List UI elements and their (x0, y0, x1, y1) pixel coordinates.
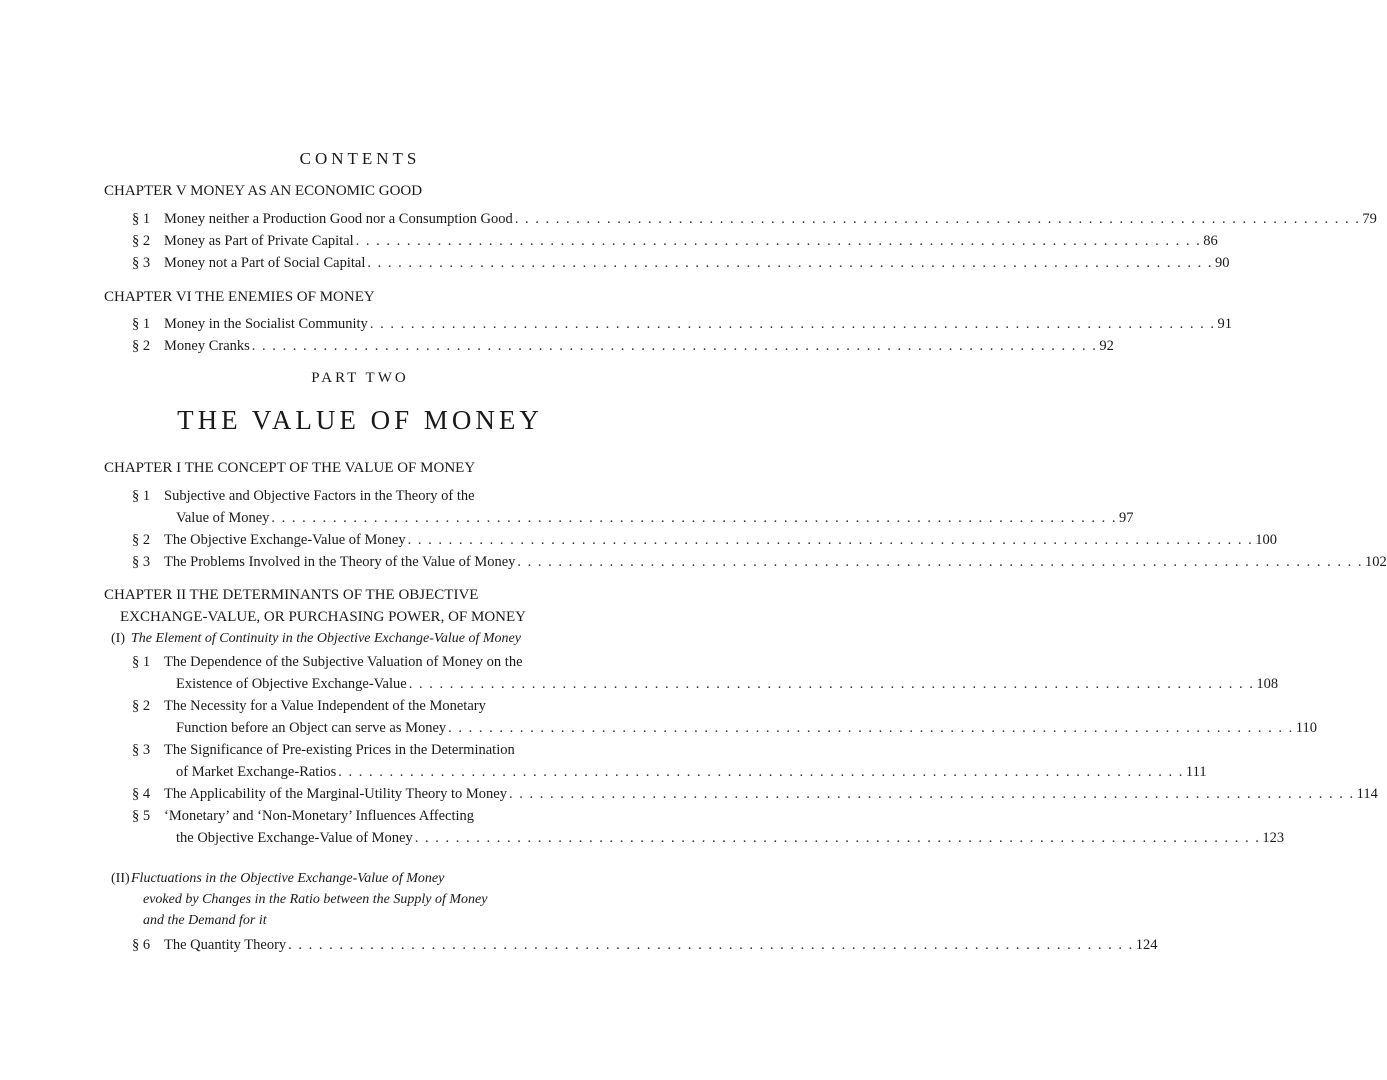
section-number: § 2 (132, 698, 151, 714)
section-title: Money not a Part of Social Capital (164, 255, 366, 271)
dot-leader: . . . . . . . . . . . . . . . . . . . . . . . . . . . . . . . . . . . . . . . . . . . . . . . . . . . . . . . . . . . . . . . . . . . . . . . . . . . . . . . . . . . (508, 786, 1355, 802)
subdivision-title-line: evoked by Changes in the Ratio between the Supply of Money (143, 892, 488, 907)
section-title: The Applicability of the Marginal-Utility Theory to Money (164, 786, 507, 802)
toc-entry-continuation[interactable] (104, 718, 1318, 738)
book-title: THE VALUE OF MONEY (177, 405, 543, 435)
page-number: 102 (1365, 554, 1387, 570)
section-number: § 1 (132, 488, 151, 504)
subdivision-heading (111, 631, 521, 647)
section-title: Money in the Socialist Community (164, 316, 368, 332)
toc-entry-continuation[interactable] (104, 674, 1279, 694)
section-number: § 1 (132, 654, 151, 670)
dot-leader: . . . . . . . . . . . . . . . . . . . . . . . . . . . . . . . . . . . . . . . . . . . . . . . . . . . . . . . . . . . . . . . . . . . . . . . . . . . . . . . . . . . (407, 532, 1254, 548)
dot-leader: . . . . . . . . . . . . . . . . . . . . . . . . . . . . . . . . . . . . . . . . . . . . . . . . . . . . . . . . . . . . . . . . . . . . . . . . . . . . . . . . . . . (271, 510, 1118, 526)
dot-leader: . . . . . . . . . . . . . . . . . . . . . . . . . . . . . . . . . . . . . . . . . . . . . . . . . . . . . . . . . . . . . . . . . . . . . . . . . . . . . . . . . . . (448, 720, 1294, 736)
toc-entry-continuation[interactable] (104, 762, 1207, 782)
dot-leader: . . . . . . . . . . . . . . . . . . . . . . . . . . . . . . . . . . . . . . . . . . . . . . . . . . . . . . . . . . . . . . . . . . . . . . . . . . . . . . . . . . . (517, 554, 1364, 570)
dot-leader: . . . . . . . . . . . . . . . . . . . . . . . . . . . . . . . . . . . . . . . . . . . . . . . . . . . . . . . . . . . . . . . . . . . . . . . . . . . . . . . . . . . (408, 676, 1255, 692)
chapter-title: CHAPTER I THE CONCEPT OF THE VALUE OF MONEY (104, 460, 476, 476)
section-number: § 2 (132, 532, 151, 548)
dot-leader: . . . . . . . . . . . . . . . . . . . . . . . . . . . . . . . . . . . . . . . . . . . . . . . . . . . . . . . . . . . . . . . . . . . . . . . . . . . . . . . . . . . (514, 211, 1361, 227)
subdivision-number: (I) (111, 631, 125, 646)
subdivision-heading (111, 871, 445, 887)
section-title: Money as Part of Private Capital (164, 233, 354, 249)
toc-entry[interactable] (104, 209, 1377, 229)
section-number: § 1 (132, 211, 151, 227)
page-number: 79 (1362, 211, 1377, 227)
chapter-title: CHAPTER II THE DETERMINANTS OF THE OBJECTIVE (104, 587, 479, 603)
section-title: the Objective Exchange-Value of Money (176, 830, 413, 846)
page-number: 97 (1119, 510, 1134, 526)
section-title: The Necessity for a Value Independent of the Monetary (164, 698, 486, 714)
toc-entry[interactable] (104, 530, 1277, 550)
section-title: Money Cranks (164, 338, 250, 354)
section-number: § 5 (132, 808, 151, 824)
section-title: Function before an Object can serve as Money (176, 720, 447, 736)
page-number: 111 (1185, 764, 1207, 780)
dot-leader: . . . . . . . . . . . . . . . . . . . . . . . . . . . . . . . . . . . . . . . . . . . . . . . . . . . . . . . . . . . . . . . . . . . . . . . . . . . . . . . . . . . (369, 316, 1216, 332)
section-number: § 1 (132, 316, 151, 332)
dot-leader: . . . . . . . . . . . . . . . . . . . . . . . . . . . . . . . . . . . . . . . . . . . . . . . . . . . . . . . . . . . . . . . . . . . . . . . . . . . . . . . . . . . (355, 233, 1202, 249)
toc-entry[interactable] (104, 314, 1232, 334)
page-number: 108 (1256, 676, 1279, 692)
section-number: § 4 (132, 786, 151, 802)
section-title: The Problems Involved in the Theory of the Value of Money (164, 554, 516, 570)
contents-title: CONTENTS (299, 149, 421, 168)
page-number: 91 (1217, 316, 1232, 332)
section-title: The Objective Exchange-Value of Money (164, 532, 406, 548)
page-number: 92 (1099, 338, 1114, 354)
section-title: Value of Money (176, 510, 270, 526)
page-number: 90 (1214, 255, 1230, 271)
subdivision-heading-continuation (143, 913, 267, 929)
toc-entry[interactable] (104, 552, 1387, 572)
page-number: 123 (1262, 830, 1285, 846)
dot-leader: . . . . . . . . . . . . . . . . . . . . . . . . . . . . . . . . . . . . . . . . . . . . . . . . . . . . . . . . . . . . . . . . . . . . . . . . . . . . . . . . . . . (251, 338, 1098, 354)
section-title: Subjective and Objective Factors in the Theory of the (164, 488, 475, 504)
toc-entry[interactable] (104, 696, 613, 716)
dot-leader: . . . . . . . . . . . . . . . . . . . . . . . . . . . . . . . . . . . . . . . . . . . . . . . . . . . . . . . . . . . . . . . . . . . . . . . . . . . . . . . . . . . (338, 764, 1184, 780)
dot-leader: . . . . . . . . . . . . . . . . . . . . . . . . . . . . . . . . . . . . . . . . . . . . . . . . . . . . . . . . . . . . . . . . . . . . . . . . . . . . . . . . . . . (414, 830, 1261, 846)
page-number: 86 (1203, 233, 1218, 249)
section-number: § 2 (132, 233, 151, 249)
subdivision-heading-continuation (143, 892, 487, 908)
subdivision-number: (II) (111, 871, 130, 886)
toc-entry[interactable] (104, 806, 613, 826)
toc-entry-continuation[interactable] (104, 508, 1134, 528)
section-number: § 3 (132, 554, 151, 570)
section-title: The Significance of Pre-existing Prices in the Determination (164, 742, 515, 758)
section-title: Existence of Objective Exchange-Value (176, 676, 407, 692)
section-number: § 3 (132, 742, 151, 758)
subdivision-title-line: and the Demand for it (143, 913, 267, 928)
toc-entry[interactable] (104, 253, 1230, 273)
toc-entry-continuation[interactable] (104, 828, 1285, 848)
section-number: § 3 (132, 255, 151, 271)
toc-entry[interactable] (104, 740, 613, 760)
section-title: The Dependence of the Subjective Valuation of Money on the (164, 654, 523, 670)
toc-entry[interactable] (104, 784, 1378, 804)
page-number: 110 (1295, 720, 1318, 736)
part-title: PART TWO (311, 370, 409, 386)
toc-entry[interactable] (104, 486, 613, 506)
section-title: ‘Monetary’ and ‘Non-Monetary’ Influences Affecting (164, 808, 475, 824)
dot-leader: . . . . . . . . . . . . . . . . . . . . . . . . . . . . . . . . . . . . . . . . . . . . . . . . . . . . . . . . . . . . . . . . . . . . . . . . . . . . . . . . . . . (367, 255, 1213, 271)
toc-entry[interactable] (104, 652, 613, 672)
subdivision-title: The Element of Continuity in the Objective Exchange-Value of Money (131, 631, 521, 646)
section-title: of Market Exchange-Ratios (176, 764, 337, 780)
section-title: Money neither a Production Good nor a Consumption Good (164, 211, 513, 227)
chapter-title-continuation: EXCHANGE-VALUE, OR PURCHASING POWER, OF MONEY (120, 609, 526, 625)
page-number: 100 (1255, 532, 1277, 548)
page-number: 124 (1135, 937, 1158, 953)
toc-entry[interactable] (104, 231, 1218, 251)
section-title: The Quantity Theory (164, 937, 287, 953)
section-number: § 6 (132, 937, 151, 953)
toc-entry[interactable] (104, 336, 1114, 356)
page-number: 114 (1356, 786, 1378, 802)
chapter-title: CHAPTER V MONEY AS AN ECONOMIC GOOD (104, 183, 423, 199)
section-number: § 2 (132, 338, 151, 354)
subdivision-title-line: Fluctuations in the Objective Exchange-Value of Money (131, 871, 445, 886)
chapter-title: CHAPTER VI THE ENEMIES OF MONEY (104, 289, 375, 305)
toc-entry[interactable] (104, 935, 1158, 955)
dot-leader: . . . . . . . . . . . . . . . . . . . . . . . . . . . . . . . . . . . . . . . . . . . . . . . . . . . . . . . . . . . . . . . . . . . . . . . . . . . . . . . . . . . (288, 937, 1134, 953)
